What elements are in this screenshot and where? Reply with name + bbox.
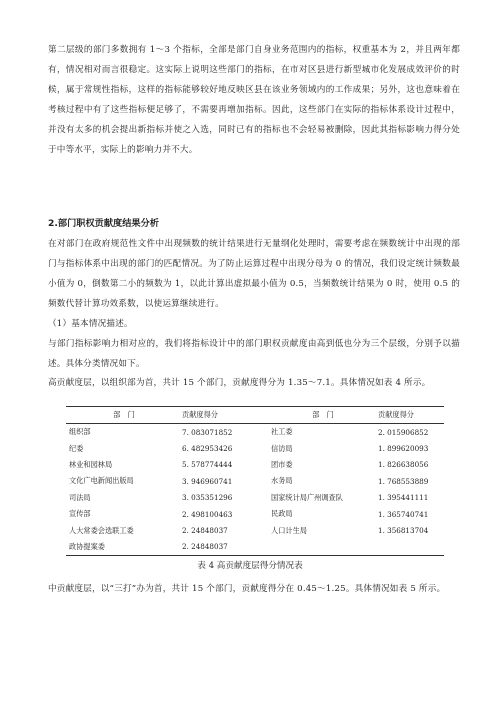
paragraph-medium-tier: 中贡献度层，以“三打”办为首，共计 15 个部门，贡献度得分在 0.45～1.25。具体情况如表 5 所示。 (48, 584, 446, 594)
header-department-2: 部 门 (268, 407, 375, 424)
cell-score: 1. 365740741 (378, 509, 429, 519)
cell-department: 信访局 (271, 443, 293, 453)
cell-score: 3. 946960741 (182, 476, 233, 486)
cell-department: 国家统计局广州调查队 (271, 492, 343, 502)
table-row (66, 539, 444, 556)
table-caption: 表 4 高贡献度层得分情况表 (197, 561, 303, 571)
cell-score: 1. 899620093 (378, 444, 429, 454)
paragraph-basic-description: （1）基本情况描述。 (48, 319, 133, 329)
cell-department: 司法局 (69, 492, 91, 502)
high-contribution-table (66, 406, 444, 556)
table-row (66, 522, 444, 538)
cell-score: 3. 035351296 (182, 493, 233, 503)
header-score-1: 贡献度得分 (179, 407, 268, 424)
cell-score: 5. 578774444 (182, 460, 233, 470)
cell-department: 团市委 (271, 459, 293, 469)
cell-score: 2. 24848037 (179, 539, 268, 556)
section-heading: 2.部门职权贡献度结果分析 (48, 218, 159, 229)
table-row (66, 490, 444, 506)
cell-score: 2. 498100463 (182, 509, 233, 519)
cell-department: 人口计生局 (271, 525, 307, 535)
cell-department: 水务局 (271, 476, 293, 486)
cell-department (268, 539, 375, 556)
paragraph-second-tier: 第二层级的部门多数拥有 1～3 个指标，全部是部门自身业务范围内的指标，权重基本为 2，并且两年都有，情况相对而言很稳定。这实际上说明这些部门的指标，在市对区县进行新型城市化发展成效评价的时候，属于常规性指标，这样的指标能够较好地反映区县在该业务领域内的工作成果；另外，这也意味着在考核过程中有了这些指标便足够了，不需要再增加指标。因此，这些部门在实际的指标体系设计过程中，并没有太多的机会提出新指标并使之入选，同时已有的指标也不会轻易被删除，因此其指标影响力得分处于中等水平，实际上的影响力并不大。 (48, 45, 460, 155)
cell-department: 林业和园林局 (69, 459, 113, 469)
cell-department: 社工委 (271, 427, 293, 437)
cell-department: 组织部 (69, 427, 91, 437)
cell-score: 1. 826638056 (378, 460, 429, 470)
cell-department: 人大常委会选联工委 (69, 525, 134, 535)
paragraph-normalization: 在对部门在政府规范性文件中出现频数的统计结果进行无量纲化处理时，需要考虑在频数统计中出现的部门与指标体系中出现的部门的匹配情况。为了防止运算过程中出现分母为 0 的情况，我们设定统计频数最小值为 0，倒数第二小的频数为 1，以此计算出虚拟最小值为 0.5，当频数统计结果为 0 时，使用 0.5 的频数代替计算功效系数，以使运算继续进行。 (48, 239, 460, 309)
cell-score: 6. 482953426 (182, 444, 233, 454)
cell-score: 1. 356813704 (378, 526, 429, 536)
cell-score: 1. 395441111 (378, 493, 429, 503)
header-score-2: 贡献度得分 (375, 407, 444, 424)
table-row (66, 506, 444, 522)
table-row (66, 424, 444, 441)
cell-department: 宣传部 (69, 509, 91, 519)
cell-department: 纪委 (69, 443, 84, 453)
table-row (66, 457, 444, 473)
cell-score: 7. 083071852 (182, 427, 233, 437)
cell-score: 2. 015906852 (378, 427, 429, 437)
table-row (66, 440, 444, 456)
table-row (66, 473, 444, 489)
paragraph-tiers: 与部门指标影响力相对应的，我们将指标设计中的部门职权贡献度由高到低也分为三个层级，分别予以描述。具体分类情况如下。 (48, 339, 460, 369)
paragraph-high-tier: 高贡献度层，以组织部为首，共计 15 个部门，贡献度得分为 1.35～7.1。具体情况如表 4 所示。 (48, 378, 431, 388)
cell-department: 政协提案委 (66, 539, 179, 556)
header-department-1: 部 门 (66, 407, 179, 424)
cell-score: 1. 768553889 (378, 476, 429, 486)
table-header-row (66, 407, 444, 424)
cell-department: 文化广电新闻出版局 (69, 476, 134, 486)
cell-department: 民政局 (271, 509, 293, 519)
cell-score (375, 539, 444, 556)
cell-score: 2. 24848037 (182, 526, 228, 536)
